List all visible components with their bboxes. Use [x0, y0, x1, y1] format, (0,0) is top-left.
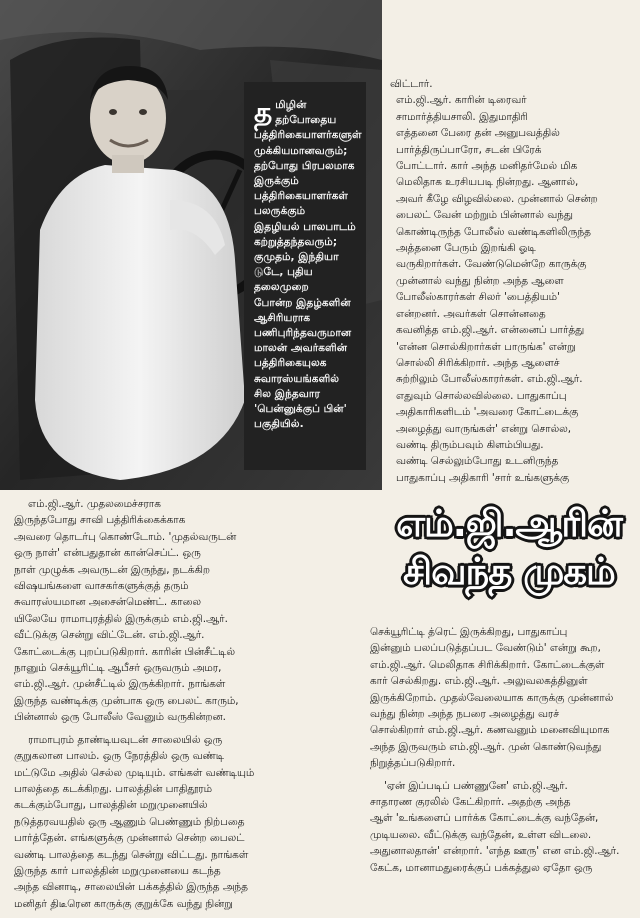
caption-line: 'பென்னுக்குப் பின்'	[254, 403, 347, 416]
caption-line: பத்திரிகையுலக	[254, 357, 327, 370]
paragraph	[14, 496, 360, 726]
text-line: ராமாபுரம் தாண்டியவுடன் சாலையில் ஒரு	[28, 733, 223, 746]
text-line: கோட்டைக்கு புறப்படுகிறார். காரின் பின்சீட்டில்	[14, 645, 235, 658]
text-line: அவர் கீழே விழவில்லை. முன்னால் சென்ற	[396, 192, 598, 205]
text-line: பாதுகாப்பு அதிகாரி 'சார் உங்களுக்கு	[396, 471, 570, 484]
right-column-text	[378, 76, 622, 486]
text-line: நானும் செக்யூரிட்டி ஆபீசர் ஒருவரும் அமர,	[14, 662, 222, 675]
text-line: எதுவும் சொல்லவில்லை. பாதுகாப்பு	[396, 389, 567, 402]
text-line: நடுத்தரவயதில் ஒரு ஆணும் பெண்ணும் நிற்பதை	[14, 815, 245, 828]
text-line: செக்யூரிட்டி த்ரெட் இருக்கிறது, பாதுகாப்பு	[370, 626, 568, 638]
text-line: மட்டுமே அதில் செல்ல முடியும். எங்கள் வண்டியும்	[14, 766, 255, 779]
text-line: அந்த வினாடி, சாலையின் பக்கத்தில் இருந்த அந்த	[14, 881, 248, 894]
text-line: இன்னும் பலப்படுத்தப்பட வேண்டும்' என்று கூற,	[370, 642, 601, 655]
caption-line: ஆசிரியராக	[254, 311, 311, 324]
text-line: சாதாரண குரலில் கேட்கிறார். அதற்கு அந்த	[370, 796, 571, 809]
text-line: நாள் முழுக்க அவருடன் இருந்து, நடக்கிற	[14, 563, 210, 576]
text-line: மெலிதாக உரசியபடி நின்றது. ஆனால்,	[396, 176, 579, 189]
caption-line: இருக்கும்	[254, 175, 299, 188]
text-line: இருந்த கார் பாலத்தின் மறுமுனையை கடந்த	[14, 864, 221, 877]
text-line: வந்து நின்ற அந்த நபரை அழைத்து வரச்	[370, 708, 560, 721]
text-line: வண்டி பாலத்தை கடந்து சென்று விட்டது. நாங்கள்	[14, 848, 249, 861]
text-line: கேட்க, மானாமதுரைக்குப் பக்கத்துல ஏதோ ஒரு	[370, 861, 593, 874]
text-line: பைலட் வேன் மற்றும் பின்னால் வந்து	[396, 209, 573, 222]
caption-dropcap: த	[254, 96, 273, 129]
text-line: எம்.ஜி.ஆர். முன்சீட்டில் இருக்கிறார். நாங்கள்	[14, 678, 226, 691]
text-line: சொல்லி சிரிக்கிறார். அந்த ஆளைச்	[396, 356, 560, 369]
text-line: முடியலை. வீட்டுக்கு வந்தேன், உள்ள விடலை.	[370, 828, 592, 841]
text-line: அழைத்து வாருங்கள்' என்று சொல்ல,	[396, 422, 572, 435]
caption-line: மிழின்	[275, 99, 307, 111]
text-line: அவரை தொடர்பு கொண்டோம். 'முதல்வருடன்	[14, 530, 237, 543]
article-headline	[378, 500, 640, 608]
text-line: பாலத்தை கடக்கிறது. பாலத்தின் பாதிதூரம்	[14, 782, 213, 795]
headline-line-2: சிவந்த முகம்	[403, 550, 615, 593]
text-line: கடக்கும்போது, பாலத்தின் மறுமுனையில்	[14, 799, 208, 812]
caption-line: மாலன் அவர்களின்	[254, 342, 348, 355]
paragraph	[378, 76, 622, 92]
text-line: கவனித்த எம்.ஜி.ஆர். என்னைப் பார்த்து	[396, 324, 585, 337]
text-line: சுவாரஸ்யமான அசைன்மெண்ட். காலை	[14, 596, 202, 609]
text-line: இருக்கிறோம். முதல்வேலையாக காருக்கு முன்னால்	[370, 691, 614, 704]
text-line: நிறுத்தப்படுகிறார்.	[370, 757, 456, 770]
caption-line: தற்போதைய	[275, 114, 337, 127]
text-line: பார்த்தேன். எங்களுக்கு முன்னால் சென்ற பைலட்	[14, 832, 245, 845]
text-line: சாமார்த்தியசாலி. இதுமாதிரி	[396, 110, 528, 123]
caption-line: சில இந்தவார	[254, 387, 320, 400]
paragraph	[378, 453, 622, 486]
text-line: வருகிறார்கள். வேண்டுமென்றே காருக்கு	[396, 258, 587, 271]
text-line: கார் செல்கிறது. எம்.ஜி.ஆர். அலுவலகத்தினுள்	[370, 675, 588, 688]
text-line: வண்டி திரும்பவும் கிளம்பியது.	[396, 438, 544, 451]
caption-line: குமுதம், இந்தியா	[254, 251, 339, 264]
text-line: யிலேயே ராமாபுரத்தில் இருக்கும் எம்.ஜி.ஆர்.	[14, 612, 228, 625]
paragraph	[370, 778, 632, 876]
paragraph	[370, 624, 632, 772]
text-line: ஆள் 'உங்களைப் பார்க்க கோட்டைக்கு வந்தேன்,	[370, 812, 599, 825]
left-column-text	[14, 496, 360, 918]
text-line: போலீஸ்காரர்கள் சிலர் 'பைத்தியம்'	[396, 291, 560, 304]
text-line: எம்.ஜி.ஆர். முதலமைச்சராக	[28, 498, 161, 510]
text-line: 'ஏன் இப்படிப் பண்ணுனே' எம்.ஜி.ஆர்.	[384, 779, 568, 792]
text-line: வண்டி செல்லும்போது உடனிருந்த	[396, 455, 559, 468]
text-line: எத்தனை பேரை தன் அனுபவத்தில்	[396, 127, 560, 140]
caption-line: பணிபுரிந்தவருமான	[254, 327, 352, 340]
text-line: சொல்கிறார் எம்.ஜி.ஆர். கணவனும் மனைவியுமாக	[370, 724, 610, 737]
text-line: பார்த்திருப்பாரோ, சடன் பிரேக்	[396, 143, 542, 156]
text-line: இருந்தபோது சாவி பத்திரிக்கைக்காக	[14, 514, 186, 527]
caption-line: பத்திரிகையாளர்கள்	[254, 190, 348, 203]
caption-line: பத்திரிகையாளர்களுள்	[254, 129, 362, 142]
right-bottom-text	[370, 624, 632, 882]
paragraph	[378, 92, 622, 453]
text-line: எம்.ஜி.ஆர். மெலிதாக சிரிக்கிறார். கோட்டைக்குள்	[370, 658, 605, 671]
caption-line: கற்றுத்தந்தவரும்;	[254, 235, 338, 248]
caption-line: போன்ற இதழ்களின்	[254, 296, 351, 309]
text-line: விஷயங்களை வாசகர்களுக்குத் தரும்	[14, 580, 189, 593]
text-line: என்றனர். அவர்கள் சொன்னதை	[396, 307, 546, 320]
caption-line: இதழியல் பாலபாடம்	[254, 220, 356, 233]
text-line: எம்.ஜி.ஆர். காரின் டிரைவர்	[396, 94, 527, 107]
text-line: அதிகாரிகளிடம் 'அவரை கோட்டைக்கு	[396, 406, 579, 419]
caption-line: பகுதியில்.	[254, 418, 304, 431]
text-line: பின்னால் ஒரு போலீஸ் வேனும் வருகின்றன.	[14, 711, 226, 724]
caption-line: பலருக்கும்	[254, 205, 306, 218]
text-line: மனிதர் திடீரென காருக்கு குறுக்கே வந்து நின்று	[14, 897, 233, 910]
text-line: விட்டார்.	[390, 78, 433, 90]
text-line: இருந்த வண்டிக்கு முன்பாக ஒரு பைலட் காரும்,	[14, 694, 239, 707]
caption-line: தற்போது பிரபலமாக	[254, 159, 355, 172]
text-line: கொண்டிருந்த போலீஸ் வண்டிகளிலிருந்த	[396, 225, 591, 238]
text-line: 'என்ன சொல்கிறார்கள் பாருங்க' என்று	[396, 340, 576, 353]
caption-line: முக்கியமானவரும்;	[254, 144, 348, 157]
text-line: சுற்றிலும் போலீஸ்காரர்கள். எம்.ஜி.ஆர்.	[396, 373, 583, 386]
paragraph	[14, 732, 360, 912]
text-line: அதுனாலதான்' என்றார். 'எந்த ஊரு' என எம்.ஜி.ஆர்.	[370, 845, 620, 858]
text-line: வீட்டுக்கு சென்று விட்டேன். எம்.ஜி.ஆர்.	[14, 629, 205, 642]
headline-line-1: எம்.ஜி.ஆரின்	[396, 502, 622, 545]
text-line: போட்டார். கார் அந்த மனிதர்மேல் மிக	[396, 160, 578, 173]
caption-line: தலைமுறை	[254, 281, 309, 294]
caption-line: சுவாரஸ்யங்களில்	[254, 372, 340, 385]
text-line: அத்தனை பேரும் இறங்கி ஓடி	[396, 242, 536, 255]
text-line: குறுகலான பாலம். ஒரு நேரத்தில் ஒரு வண்டி	[14, 750, 225, 763]
text-line: ஒரு நாள்' என்பதுதான் கான்செப்ட். ஒரு	[14, 547, 201, 560]
text-line: அந்த இருவரும் எம்.ஜி.ஆர். முன் கொண்டுவந்து	[370, 740, 602, 753]
text-line: முன்னால் வந்து நின்ற அந்த ஆளை	[396, 274, 564, 287]
intro-caption-box	[244, 82, 366, 470]
caption-line: டுடே, புதிய	[254, 266, 313, 279]
